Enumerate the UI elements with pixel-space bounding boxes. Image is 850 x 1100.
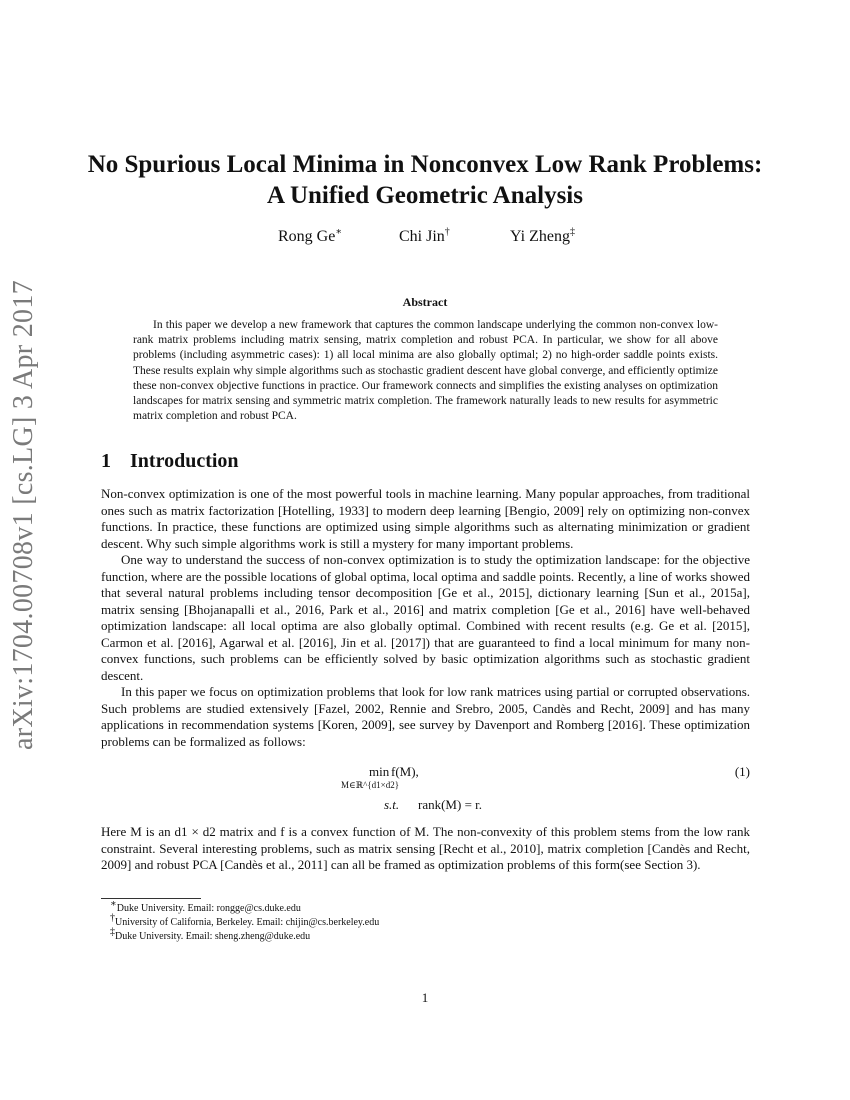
section-title: Introduction	[130, 450, 239, 472]
author-2-name: Chi Jin	[399, 228, 445, 245]
eq-subscript: M∈ℝ^{d1×d2}	[341, 780, 400, 790]
paper-title-line1: No Spurious Local Minima in Nonconvex Low Rank Problems:	[87, 151, 763, 178]
footnote-3	[110, 926, 311, 943]
footnote-1-text: Duke University. Email: rongge@cs.duke.edu	[116, 903, 301, 914]
abstract-text: In this paper we develop a new framework that captures the common landscape underlying the common non-convex low-rank matrix problems including matrix sensing, matrix completion and robust PCA. In particular, we show for all above problems (including asymmetric cases): 1) all local minima are also globally optimal; 2) no high-order saddle points exists. These results explain why simple algorithms such as stochastic gradient descent have global converge, and efficiently optimize these non-convex objective functions in practice. Our framework connects and simplifies the existing analyses on optimization landscapes for matrix sensing and symmetric matrix completion. The framework naturally leads to new results for asymmetric matrix completion and robust PCA.	[133, 319, 718, 423]
page-number: 1	[421, 990, 429, 1005]
paragraph-2: One way to understand the success of non-convex optimization is to study the optimization landscape: for the objective function, where are the possible locations of global optima, local optima and saddle points. Recently, a line of works showed that several natural problems including tensor decomposition [Ge et al., 2015], dictionary learning [Sun et al., 2015a], matrix sensing [Bhojanapalli et al., 2016, Park et al., 2016] and matrix completion [Ge et al., 2016] have well-behaved optimization landscape: all local optima are also globally optimal. Combined with recent results (e.g. Ge et al. [2015], Carmon et al. [2016], Agarwal et al. [2016], Jin et al. [2017]) that are guaranteed to find a local minimum for many non-convex functions, such problems can be efficiently solved by basic optimization algorithms such as stochastic gradient descent.	[101, 552, 750, 683]
footnote-2-mark: †	[110, 912, 115, 924]
author-3-mark: ‡	[570, 226, 575, 238]
footnote-1-mark: ∗	[110, 898, 117, 910]
footnote-3-text: Duke University. Email: sheng.zheng@duke.edu	[115, 931, 311, 942]
footnote-3-mark: ‡	[110, 926, 115, 938]
author-1-mark: ∗	[335, 226, 343, 238]
footnote-2-text: University of California, Berkeley. Email: chijin@cs.berkeley.edu	[115, 917, 380, 928]
equation-1	[101, 764, 750, 814]
eq-st: s.t.	[384, 797, 400, 812]
section-heading	[101, 450, 239, 473]
footnote-2	[110, 912, 380, 929]
author-1-name: Rong Ge	[278, 228, 336, 245]
author-1	[278, 228, 342, 246]
paragraph-1: Non-convex optimization is one of the most powerful tools in machine learning. Many popular approaches, from traditional ones such as matrix factorization [Hotelling, 1933] to modern deep learning [Bengio, 2009] rely on optimizing non-convex functions. In practice, these functions are optimized using simple algorithms such as alternating minimization or gradient descent. Why such simple algorithms work is still a mystery for many important problems.	[101, 486, 750, 551]
eq-constraint: rank(M) = r.	[418, 797, 483, 812]
eq-number: (1)	[734, 764, 750, 779]
abstract-heading: Abstract	[402, 295, 448, 309]
author-3	[510, 228, 575, 246]
section-number: 1	[101, 450, 111, 472]
paragraph-4: Here M is an d1 × d2 matrix and f is a convex function of M. The non-convexity of this problem stems from the low rank constraint. Several interesting problems, such as matrix sensing [Recht et al., 2010], matrix completion [Candès and Recht, 2009] and robust PCA [Candès et al., 2011] can all be framed as optimization problems of this form(see Section 3).	[101, 824, 750, 872]
after-equation-paragraph	[101, 824, 750, 874]
eq-objective: f(M),	[391, 764, 419, 779]
author-2	[399, 228, 450, 246]
paper-title-line2: A Unified Geometric Analysis	[267, 182, 583, 209]
author-2-mark: †	[444, 226, 450, 238]
intro-body	[101, 486, 750, 750]
eq-min: min	[369, 764, 390, 779]
author-3-name: Yi Zheng	[510, 228, 570, 245]
arxiv-stamp: arXiv:1704.00708v1 [cs.LG] 3 Apr 2017	[8, 280, 39, 750]
footnote-1	[110, 898, 301, 915]
paragraph-3: In this paper we focus on optimization problems that look for low rank matrices using partial or corrupted observations. Such problems are studied extensively [Fazel, 2002, Rennie and Srebro, 2005, Candès and Recht, 2009] and has many applications in recommendation systems [Koren, 2009], see survey by Davenport and Romberg [2016]. These optimization problems can be formalized as follows:	[101, 684, 750, 749]
